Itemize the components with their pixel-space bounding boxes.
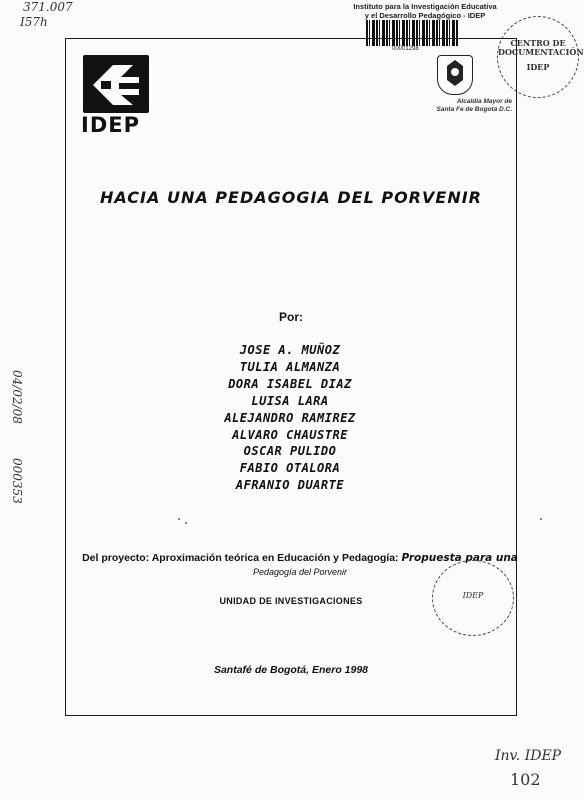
- author: ALEJANDRO RAMIREZ: [224, 410, 356, 425]
- author: LUISA LARA: [251, 393, 329, 408]
- institute-line-2: y el Desarrollo Pedagógico - IDEP: [364, 11, 486, 20]
- classification-note: 371.007: [23, 0, 73, 14]
- inventory-note-line1: Inv. IDEP: [495, 748, 562, 764]
- idep-logo-icon: [83, 55, 149, 113]
- date-note: 04/02/08: [10, 370, 24, 424]
- alcaldia-line-2: Santa Fe de Bogotá D.C.: [436, 106, 512, 113]
- scan-speck: [185, 522, 187, 524]
- institute-header: [340, 2, 510, 20]
- author: DORA ISABEL DIAZ: [228, 376, 352, 391]
- scan-speck: [540, 518, 542, 520]
- alcaldia-line-1: Alcaldía Mayor de: [456, 98, 512, 105]
- alcaldia-caption: [412, 98, 512, 114]
- author: OSCAR PULIDO: [243, 444, 337, 459]
- research-unit: UNIDAD DE INVESTIGACIONES: [219, 596, 363, 606]
- stamp-line-2: DOCUMENTACIÓN: [498, 47, 584, 57]
- inventory-note-line2: 102: [510, 770, 541, 789]
- place-and-date: Santafé de Bogotá, Enero 1998: [213, 664, 369, 676]
- author: TULIA ALMANZA: [239, 359, 341, 374]
- number-note: 000353: [10, 458, 24, 504]
- author: JOSE A. MUÑOZ: [239, 343, 341, 357]
- author: AFRANIO DUARTE: [235, 478, 345, 493]
- author: FABIO OTALORA: [239, 461, 341, 476]
- bogota-crest-icon: [437, 55, 473, 95]
- barcode-number: 00001298: [392, 46, 419, 52]
- institute-line-1: Instituto para la Investigación Educativa: [353, 2, 497, 11]
- project-prefix: Del proyecto: Aproximación teórica en Educación y Pedagogía:: [82, 552, 399, 564]
- by-label: Por:: [279, 310, 303, 324]
- logo-text: IDEP: [81, 113, 140, 137]
- stamp-bottom-text: IDEP: [462, 591, 484, 600]
- project-italic: Propuesta para una: [401, 552, 518, 564]
- author: ALVARO CHAUSTRE: [232, 427, 348, 442]
- project-line-2: Pedagogía del Porvenir: [252, 567, 348, 577]
- author-list: [190, 342, 390, 494]
- cutter-note: I57h: [20, 15, 48, 29]
- stamp-line-3: IDEP: [526, 62, 550, 72]
- document-title: HACIA UNA PEDAGOGIA DEL PORVENIR: [100, 188, 482, 207]
- scan-speck: [178, 518, 180, 520]
- stamp-line-1: CENTRO DE: [510, 38, 566, 48]
